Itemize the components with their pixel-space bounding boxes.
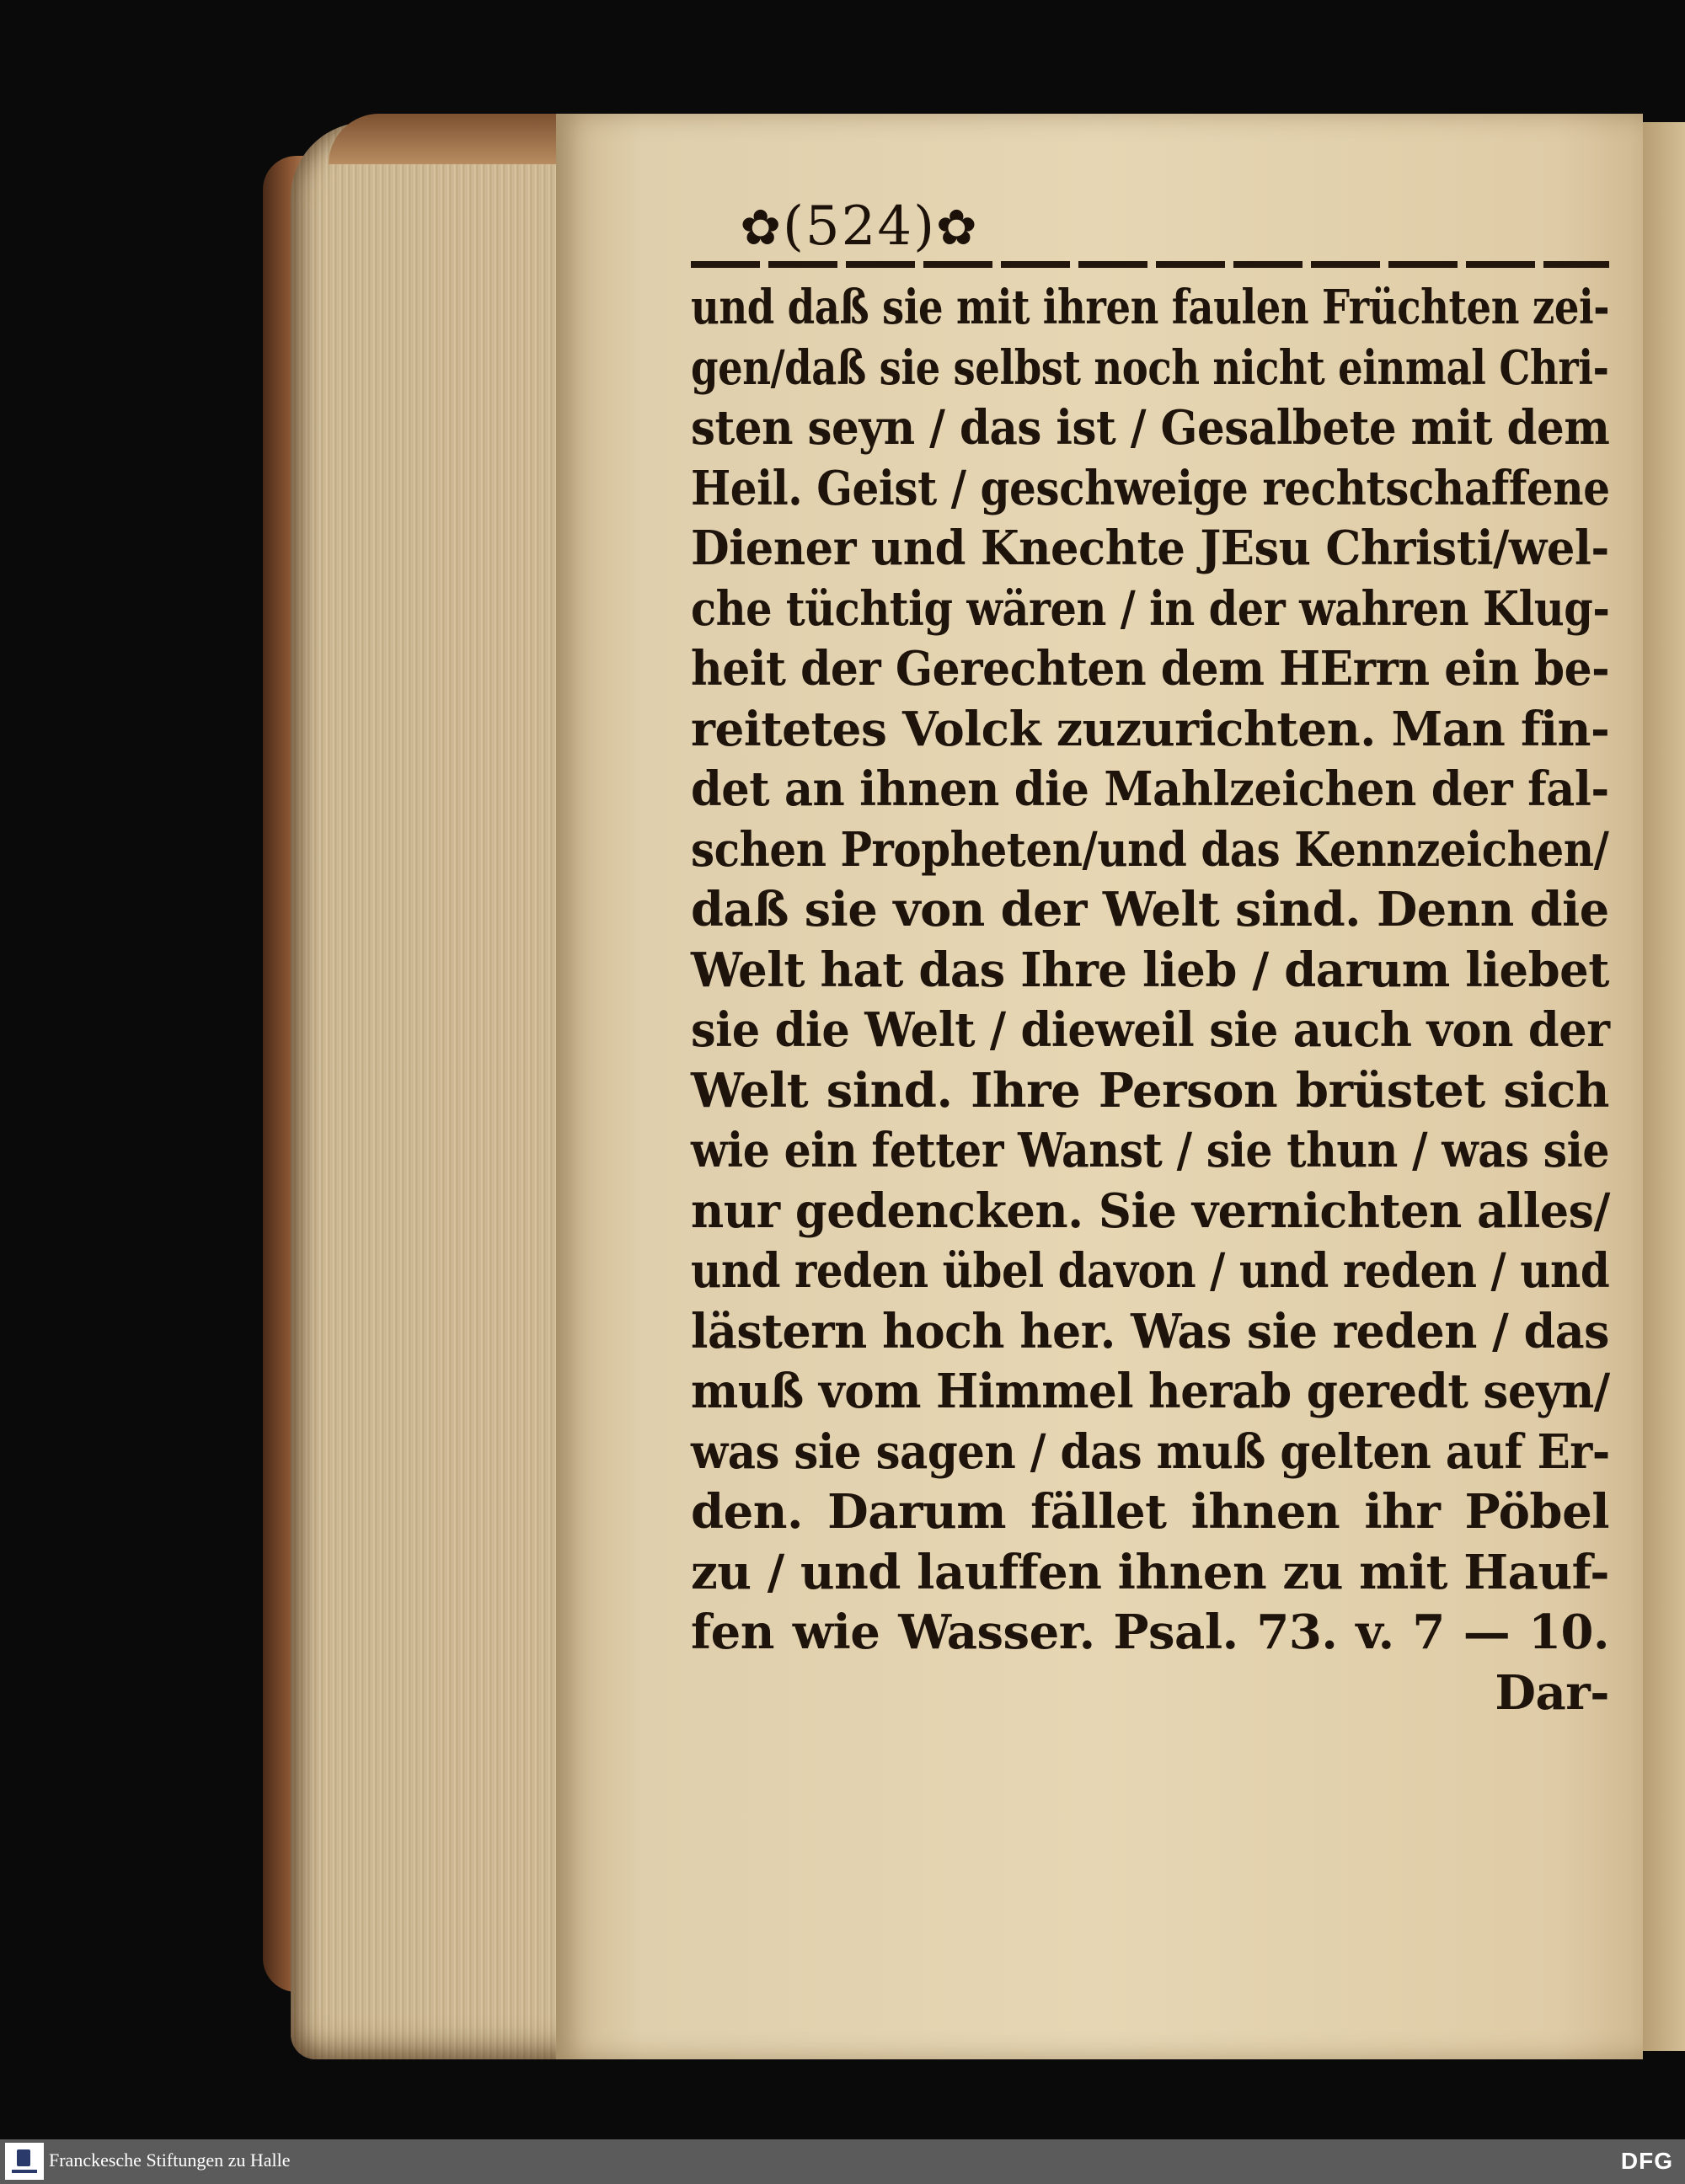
page-number-text: (524) bbox=[782, 195, 937, 258]
dfg-logo: DFG bbox=[1620, 2148, 1673, 2174]
text-line: Welt hat das Ihre lieb / darum liebet bbox=[691, 942, 1609, 998]
page-number bbox=[691, 195, 1028, 258]
logo-base bbox=[12, 2170, 37, 2173]
text-line: reitetes Volck zuzurichten. Man fin- bbox=[691, 701, 1610, 757]
logo-mark bbox=[17, 2149, 30, 2166]
text-line: wie ein fetter Wanst / sie thun / was sie bbox=[691, 1123, 1610, 1178]
text-line: daß sie von der Welt sind. Denn die bbox=[691, 882, 1609, 937]
text-line: Welt sind. Ihre Person brüstet sich bbox=[691, 1062, 1609, 1119]
institution-name: Franckesche Stiftungen zu Halle bbox=[49, 2149, 291, 2171]
text-line: det an ihnen die Mahlzeichen der fal- bbox=[691, 761, 1609, 817]
text-line: und daß sie mit ihren faulen Früchten zei- bbox=[691, 280, 1610, 335]
text-line: gen/daß sie selbst noch nicht einmal Chri- bbox=[691, 339, 1609, 396]
text-line: und reden übel davon / und reden / und bbox=[691, 1243, 1610, 1299]
text-line: lästern hoch her. Was sie reden / das bbox=[691, 1303, 1609, 1359]
page-text bbox=[691, 278, 1609, 1723]
text-line: was sie sagen / das muß gelten auf Er- bbox=[691, 1423, 1610, 1480]
text-line: Diener und Knechte JEsu Christi/wel- bbox=[691, 521, 1609, 576]
text-line: muß vom Himmel herab geredt seyn/ bbox=[691, 1364, 1610, 1419]
text-line: zu / und lauffen ihnen zu mit Hauf- bbox=[691, 1544, 1609, 1600]
text-line: Heil. Geist / geschweige rechtschaffene bbox=[691, 460, 1610, 516]
text-line: sie die Welt / dieweil sie auch von der bbox=[691, 1002, 1610, 1058]
flower-ornament-icon: ✿ bbox=[740, 199, 783, 256]
text-line: schen Propheten/und das Kennzeichen/ bbox=[691, 821, 1609, 878]
institution-logo-icon bbox=[5, 2143, 44, 2180]
text-line: nur gedencken. Sie vernichten alles/ bbox=[691, 1183, 1610, 1239]
text-line: sten seyn / das ist / Gesalbete mit dem bbox=[691, 400, 1610, 456]
text-line: che tüchtig wären / in der wahren Klug- bbox=[691, 580, 1610, 637]
header-rule bbox=[691, 261, 1609, 268]
text-line: den. Darum fället ihnen ihr Pöbel bbox=[691, 1484, 1609, 1540]
text-line: heit der Gerechten dem HErrn ein be- bbox=[691, 641, 1610, 697]
viewer-footer-bar bbox=[0, 2139, 1685, 2184]
facing-page-edge bbox=[1643, 122, 1685, 2051]
catchword: Dar- bbox=[1495, 1664, 1609, 1721]
text-line: fen wie Wasser. Psal. 73. v. 7 — 10. bbox=[691, 1605, 1609, 1660]
flower-ornament-icon: ✿ bbox=[936, 199, 979, 256]
